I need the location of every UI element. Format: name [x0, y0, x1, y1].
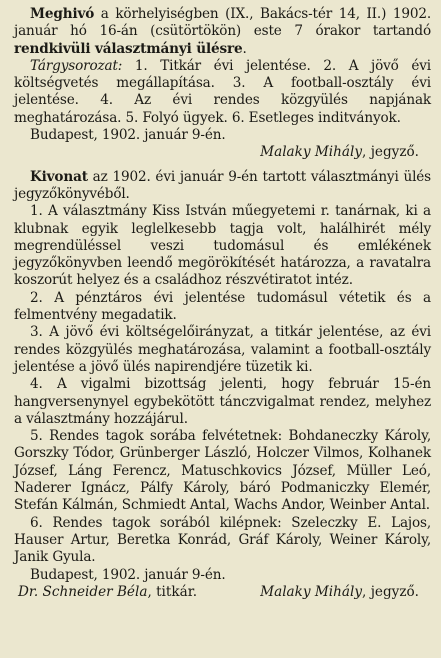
secretary-name: Dr. Schneider Béla: [18, 583, 148, 600]
recorder-name: Malaky Mihály: [260, 583, 363, 600]
minutes-item: 1. A választmány Kiss István műegyetemi r. tanárnak, ki a klubnak egyik leglelkesebb tagja volt, halálhirét mély megrendüléssel veszi tudomásul és emlékének jegyzőkönyvben leendő megörökítését határozza, a ravatalra koszorút helyez és a családhoz részvétiratot intéz.: [14, 203, 431, 289]
minutes-heading: [14, 169, 431, 204]
minutes-extract: [14, 169, 431, 584]
notice-signature: Malaky Mihály, jegyző.: [260, 144, 419, 161]
invitation-lead: Meghivó: [30, 6, 95, 22]
invitation-text: a körhelyiségben (IX., Bakács-tér 14, II.) 1902. január hó 16-án (csütörtökön) este 7 órakor tartandó: [14, 6, 431, 40]
invitation-meeting-type: rendkivüli választmányi ülésre: [14, 40, 243, 57]
invitation-notice: [14, 6, 431, 144]
minutes-item: 4. A vigalmi bizottság jelenti, hogy február 15-én hangversenynyel egybekötött tánczvigalmat rendez, melyhez a választmány hozzájárul.: [14, 376, 431, 427]
minutes-intro: az 1902. évi január 9-én tartott választmányi ülés jegyzőkönyvéből.: [14, 168, 431, 202]
secretary-signature: Dr. Schneider Béla, titkár.: [18, 583, 198, 600]
agenda-paragraph: [14, 58, 431, 127]
minutes-place-date: Budapest, 1902. január 9-én.: [30, 566, 226, 583]
minutes-signatures: [14, 584, 431, 601]
minutes-item: 2. A pénztáros évi jelentése tudomásul vétetik és a felmentvény megadatik.: [14, 289, 431, 324]
minutes-item: 6. Rendes tagok sorából kilépnek: Szeleczky E. Lajos, Hauser Artur, Beretka Konrád, Gráf Károly, Weiner Károly, Janik Gyula.: [14, 514, 431, 566]
minutes-item: 3. A jövő évi költségelőirányzat, a titkár jelentése, az évi rendes közgyülés meghatározása, valamint a football-osztály jelentése a jövő ülés napirendjére tüzetik ki.: [14, 324, 431, 375]
minutes-lead: Kivonat: [30, 168, 88, 185]
agenda-text: 1. Titkár évi jelentése. 2. A jövő évi költségvetés megállapítása. 3. A football-osztály évi jelentése. 4. Az évi rendes közgyülés napjának meghatározása. 5. Folyó ügyek. 6. Esetleges inditványok.: [14, 57, 431, 126]
notice-signer: Malaky Mihály: [260, 144, 363, 161]
invitation-paragraph: Meghivó a körhelyiségben (IX., Bakács-tér 14, II.) 1902. január hó 16-án (csütörtökön) este 7 órakor tartandó rendkivüli választmányi ülésre.: [14, 6, 431, 57]
notice-place-date: Budapest, 1902. január 9-én.: [30, 127, 226, 144]
agenda-label: Tárgysorozat:: [30, 57, 123, 74]
recorder-signature: Malaky Mihály, jegyző.: [260, 583, 419, 600]
minutes-item: 5. Rendes tagok sorába felvétetnek: Bohdaneczky Károly, Gorszky Tódor, Grünberger László, Holczer Vilmos, Kolhanek József, Láng Ferencz, Matuschkovics József, Müller Leó, Naderer Ignácz, Pálfy Károly, báró Podmaniczky Elemér, Stefán Kálmán, Schmiedt Antal, Wachs Andor, Weinber Antal.: [14, 428, 431, 514]
